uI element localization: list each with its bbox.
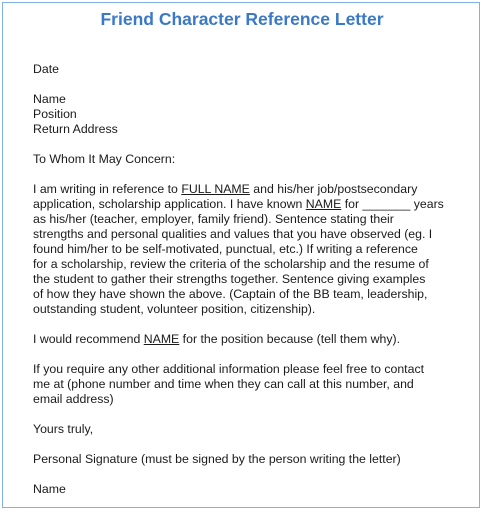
letter-title: Friend Character Reference Letter <box>100 9 384 29</box>
text-segment: application, scholarship application. I have known <box>33 197 306 211</box>
recipient-name: Name <box>33 92 66 106</box>
paragraph-1-line <box>33 182 473 197</box>
paragraph-1-line: for a scholarship, review the criteria of the scholarship and the resume of <box>33 257 429 271</box>
text-segment: and his/her job/postsecondary <box>249 182 418 196</box>
text-segment: years <box>410 197 444 211</box>
paragraph-2 <box>33 332 473 347</box>
paragraph-1-line: of how they have shown the above. (Captain of the BB team, leadership, <box>33 287 428 301</box>
paragraph-1-line: strengths and personal qualities and values that you have observed (eg. I <box>33 227 433 241</box>
paragraph-1-line: as his/her (teacher, employer, family friend). Sentence stating their <box>33 212 394 226</box>
paragraph-1-line: found him/her to be self-motivated, punctual, etc.) If writing a reference <box>33 242 418 256</box>
letter-body <box>33 62 473 497</box>
name-field: NAME <box>143 332 180 346</box>
date-line: Date <box>33 62 59 76</box>
paragraph-1-line <box>33 197 473 212</box>
paragraph-1-line: the student to gather their strengths together. Sentence giving examples <box>33 272 426 286</box>
salutation: To Whom It May Concern: <box>33 152 176 166</box>
paragraph-3-line: If you require any other additional information please feel free to contact <box>33 362 425 376</box>
paragraph-1-line: outstanding student, volunteer position, citizenship). <box>33 302 316 316</box>
paragraph-3-line: me at (phone number and time when they can call at this number, and <box>33 377 414 391</box>
signer-name: Name <box>33 482 66 496</box>
years-blank: _______ <box>362 197 411 211</box>
paragraph-3 <box>33 362 473 407</box>
text-segment: for the position because (tell them why). <box>179 332 401 346</box>
paragraph-1 <box>33 182 473 317</box>
closing: Yours truly, <box>33 422 94 436</box>
recipient-position: Position <box>33 107 77 121</box>
text-segment: I am writing in reference to <box>33 182 182 196</box>
recipient-address: Return Address <box>33 122 118 136</box>
full-name-field: FULL NAME <box>181 182 250 196</box>
signature-line: Personal Signature (must be signed by the person writing the letter) <box>33 452 401 466</box>
paragraph-3-line: email address) <box>33 392 114 406</box>
text-segment: for <box>341 197 363 211</box>
text-segment: I would recommend <box>33 332 144 346</box>
name-field: NAME <box>305 197 342 211</box>
